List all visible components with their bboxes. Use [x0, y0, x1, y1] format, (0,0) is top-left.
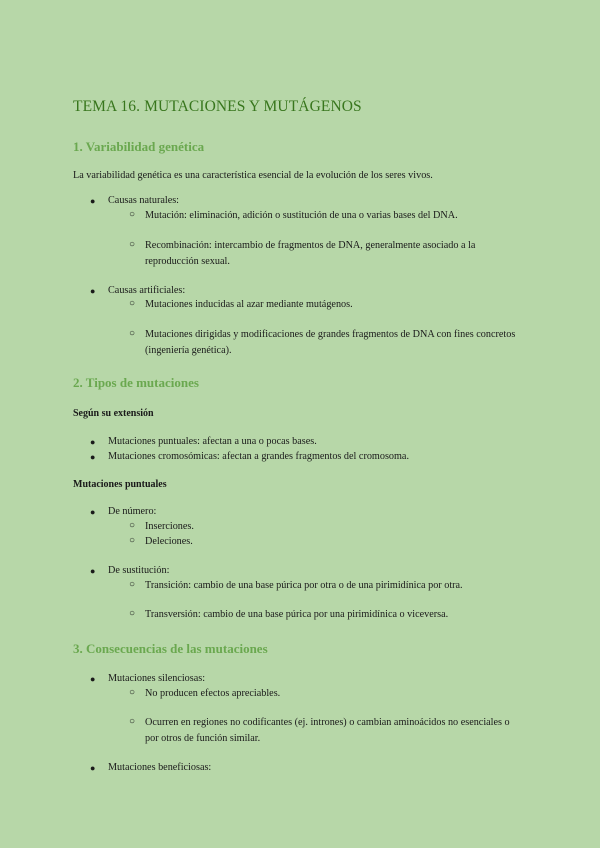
section-heading-3: 3. Consecuencias de las mutaciones [73, 641, 268, 656]
list-item-regiones: Ocurren en regiones no codificantes (ej. intrones) o cambian aminoácidos no esenciales o por otros de función similar. [145, 717, 510, 744]
bullet-icon: ● [90, 763, 96, 773]
circle-bullet-icon: ○ [129, 687, 136, 698]
bullet-icon: ● [90, 452, 96, 462]
circle-bullet-icon: ○ [129, 716, 136, 727]
subheading-extension: Según su extensión [73, 408, 154, 419]
circle-bullet-icon: ○ [129, 239, 136, 250]
list-item-no-efectos: No producen efectos apreciables. [145, 688, 281, 699]
bullet-icon: ● [90, 566, 96, 576]
list-item-transversion: Transversión: cambio de una base púrica por una pirimidínica o viceversa. [145, 609, 449, 620]
list-item-causas-artificiales: Causas artificiales: [108, 285, 186, 296]
list-item-de-sustitucion: De sustitución: [108, 565, 170, 576]
bullet-icon: ● [90, 196, 96, 206]
bullet-icon: ● [90, 437, 96, 447]
subheading-puntuales: Mutaciones puntuales [73, 479, 167, 490]
list-item-dirigidas: Mutaciones dirigidas y modificaciones de grandes fragmentos de DNA con fines concretos (ingeniería genética). [145, 329, 516, 356]
list-item-de-numero: De número: [108, 506, 157, 517]
circle-bullet-icon: ○ [129, 520, 136, 531]
list-item-recombinacion: Recombinación: intercambio de fragmentos de DNA, generalmente asociado a la reproducción sexual. [145, 240, 476, 267]
circle-bullet-icon: ○ [129, 298, 136, 309]
list-item-transicion: Transición: cambio de una base púrica por otra o de una pirimidínica por otra. [145, 580, 463, 591]
bullet-icon: ● [90, 507, 96, 517]
intro-paragraph: La variabilidad genética es una característica esencial de la evolución de los seres vivos. [73, 170, 433, 181]
list-item-silenciosas: Mutaciones silenciosas: [108, 673, 206, 684]
list-item-puntuales: Mutaciones puntuales: afectan a una o pocas bases. [108, 436, 317, 447]
list-item-mutacion: Mutación: eliminación, adición o sustitución de una o varias bases del DNA. [145, 210, 458, 221]
bullet-icon: ● [90, 674, 96, 684]
section-heading-1: 1. Variabilidad genética [73, 139, 205, 154]
bullet-icon: ● [90, 286, 96, 296]
list-item-causas-naturales: Causas naturales: [108, 195, 180, 206]
circle-bullet-icon: ○ [129, 608, 136, 619]
document-title: TEMA 16. MUTACIONES Y MUTÁGENOS [73, 98, 362, 115]
list-item-beneficiosas: Mutaciones beneficiosas: [108, 762, 212, 773]
list-item-cromosomicas: Mutaciones cromosómicas: afectan a grandes fragmentos del cromosoma. [108, 451, 409, 462]
circle-bullet-icon: ○ [129, 328, 136, 339]
circle-bullet-icon: ○ [129, 209, 136, 220]
circle-bullet-icon: ○ [129, 579, 136, 590]
section-heading-2: 2. Tipos de mutaciones [73, 375, 199, 390]
circle-bullet-icon: ○ [129, 535, 136, 546]
list-item-inducidas: Mutaciones inducidas al azar mediante mutágenos. [145, 299, 353, 310]
list-item-deleciones: Deleciones. [145, 536, 193, 547]
list-item-inserciones: Inserciones. [145, 521, 194, 532]
